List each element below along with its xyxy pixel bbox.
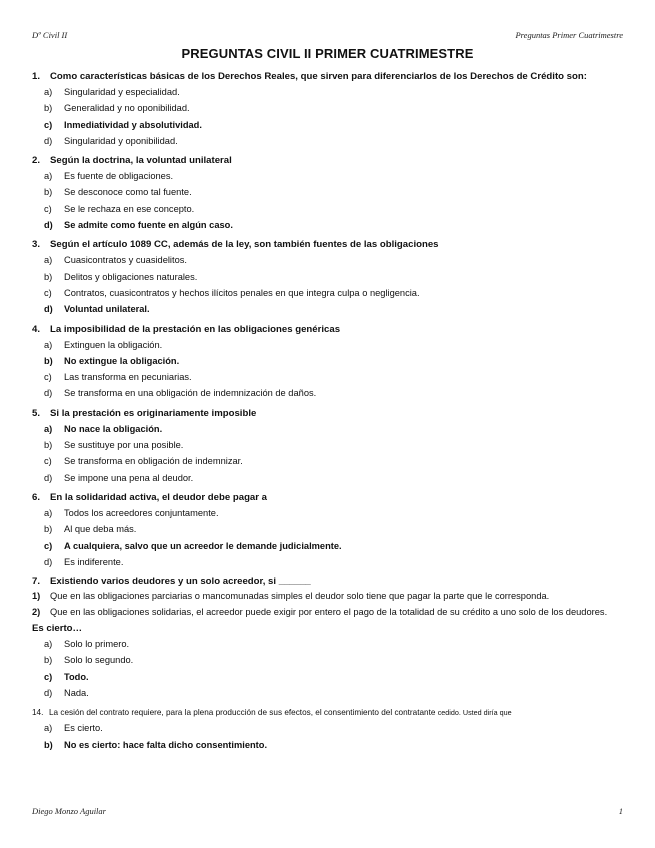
option-b: b) Delitos y obligaciones naturales. <box>44 271 198 282</box>
option-d-answer: d) Se admite como fuente en algún caso. <box>44 220 233 231</box>
question-text: Como características básicas de los Derechos Reales, que sirven para diferenciarlos de los Derechos de Crédito son: <box>50 71 587 82</box>
option-a: a) Singularidad y especialidad. <box>44 87 180 97</box>
statement-1: 1) Que en las obligaciones parciarias o mancomunadas simples el deudor solo tiene que pagar la parte que le corresponda. <box>32 591 550 602</box>
question-number: 2. <box>32 155 41 167</box>
question-text: La imposibilidad de la prestación en las obligaciones genéricas <box>50 323 341 335</box>
option-b-answer: b) No es cierto: hace falta dicho consentimiento. <box>44 739 268 750</box>
option-d: d) Es indiferente. <box>44 556 124 567</box>
question-number: 6. <box>32 491 41 503</box>
page-title: PREGUNTAS CIVIL II PRIMER CUATRIMESTRE <box>181 46 474 61</box>
option-b: b) Se sustituye por una posible. <box>44 440 184 451</box>
question-text: Según la doctrina, la voluntad unilateral <box>50 155 232 167</box>
question-4 <box>32 323 632 402</box>
option-c: c) Las transforma en pecuniarias. <box>44 372 192 383</box>
page-number: 1 <box>618 806 623 816</box>
question-14 <box>32 706 632 753</box>
option-b: b) Solo lo segundo. <box>44 655 134 666</box>
header-right: Preguntas Primer Cuatrimestre <box>515 30 623 40</box>
option-c-answer: c) Todo. <box>44 671 89 682</box>
question-number: 1. <box>32 71 41 82</box>
option-a: a) Cuasicontratos y cuasidelitos. <box>44 255 187 266</box>
option-a: a) Es cierto. <box>44 723 103 734</box>
option-a: a) Todos los acreedores conjuntamente. <box>44 507 219 518</box>
question-number: 14. <box>32 708 44 718</box>
option-c-answer: c) Inmediatividad y absolutividad. <box>44 119 202 130</box>
header-left: Dº Civil II <box>32 30 68 40</box>
option-a: a) Extinguen la obligación. <box>44 339 163 350</box>
question-text: Si la prestación es originariamente imposible <box>50 407 257 419</box>
question-7 <box>32 575 632 701</box>
option-b-answer: b) No extingue la obligación. <box>44 355 180 366</box>
option-d-answer: d) Voluntad unilateral. <box>44 304 150 315</box>
question-2 <box>32 154 632 233</box>
option-d: d) Se impone una pena al deudor. <box>44 472 194 483</box>
question-text: La cesión del contrato requiere, para la plena producción de sus efectos, el consentimiento del contratante cedido. Usted diría que <box>49 708 512 718</box>
option-c: c) Contratos, cuasicontratos y hechos ilícitos penales en que integra culpa o negligencia. <box>44 287 420 298</box>
question-text: Según el artículo 1089 CC, además de la ley, son también fuentes de las obligaciones <box>50 239 439 251</box>
question-6 <box>32 491 632 570</box>
option-a-answer: a) No nace la obligación. <box>44 423 163 434</box>
option-c: c) Se transforma en obligación de indemnizar. <box>44 456 243 467</box>
question-list <box>32 70 632 753</box>
option-c-answer: c) A cualquiera, salvo que un acreedor le demande judicialmente. <box>44 540 342 551</box>
option-a: a) Es fuente de obligaciones. <box>44 171 174 182</box>
question-text: En la solidaridad activa, el deudor debe pagar a <box>50 491 267 503</box>
question-5 <box>32 407 632 486</box>
footer-author: Diego Monzo Aguilar <box>32 806 106 816</box>
statement-2: 2) Que en las obligaciones solidarias, el acreedor puede exigir por entero el pago de la totalidad de su crédito a uno solo de los deudores. <box>32 606 608 617</box>
question-number: 7. <box>32 576 41 588</box>
question-text: Existiendo varios deudores y un solo acreedor, si ______ <box>50 576 311 588</box>
option-b: b) Generalidad y no oponibilidad. <box>44 103 190 114</box>
question-number: 3. <box>32 239 41 251</box>
option-b: b) Al que deba más. <box>44 524 137 535</box>
question-number: 5. <box>32 407 41 419</box>
question-1 <box>32 70 632 149</box>
question-3 <box>32 238 632 317</box>
option-b: b) Se desconoce como tal fuente. <box>44 187 192 198</box>
option-a: a) Solo lo primero. <box>44 639 130 650</box>
option-d: d) Singularidad y oponibilidad. <box>44 135 178 146</box>
option-d: d) Nada. <box>44 688 89 699</box>
question-number: 4. <box>32 323 41 335</box>
option-c: c) Se le rechaza en ese concepto. <box>44 203 195 214</box>
es-cierto-label: Es cierto… <box>32 623 83 635</box>
option-d: d) Se transforma en una obligación de indemnización de daños. <box>44 388 317 399</box>
